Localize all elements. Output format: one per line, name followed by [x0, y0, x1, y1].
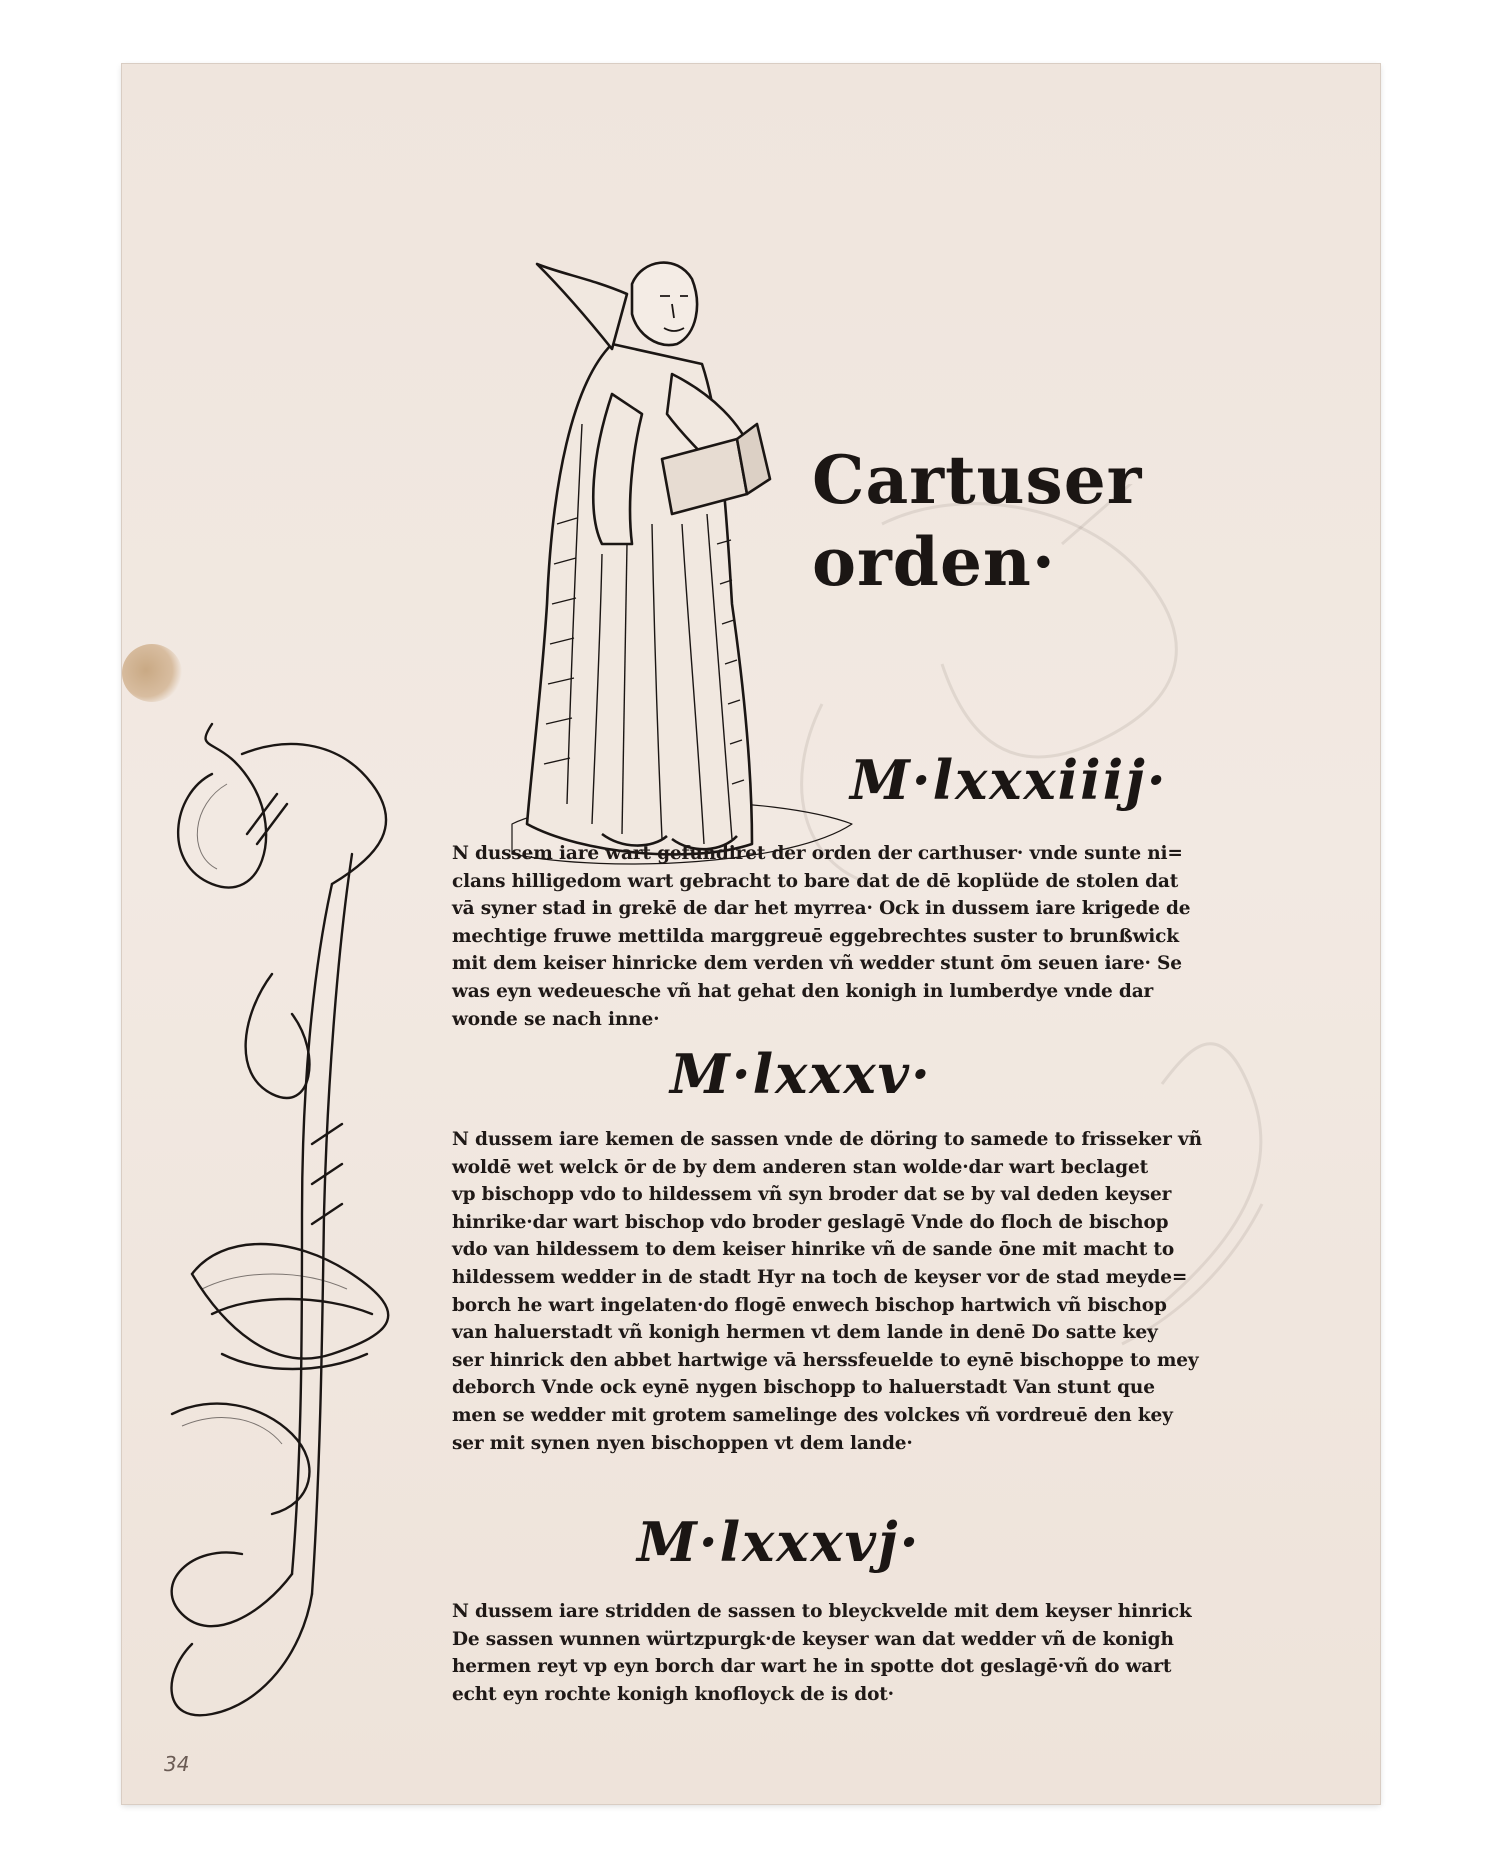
text-line: N dussem iare stridden de sassen to bleyckvelde mit dem keyser hinrick [452, 1601, 1192, 1622]
title-line-1: Cartuser [812, 441, 1143, 519]
show-through-text [312, 234, 337, 312]
text-line: N dussem iare wart gefundiret der orden der carthuser· vnde sunte ni= [452, 843, 1183, 864]
decorative-initial-letter [152, 714, 422, 1734]
text-line: borch he wart ingelaten·do flogē enwech bischop hartwich vñ bischop [452, 1294, 1167, 1316]
book-page [122, 64, 1380, 1804]
text-line: ser hinrick den abbet hartwige vā herssfeuelde to eynē bischoppe to mey [452, 1349, 1199, 1371]
text-line: echt eyn rochte konigh knofloyck de is dot· [452, 1683, 894, 1705]
text-line: mechtige fruwe mettilda marggreuē eggebrechtes suster to brunßwick [452, 925, 1179, 947]
text-line: mit dem keiser hinricke dem verden vñ wedder stunt ōm seuen iare· Se [452, 953, 1182, 975]
paragraph-1 [452, 840, 1190, 1033]
text-line: was eyn wedeuesche vñ hat gehat den konigh in lumberdye vnde dar [452, 980, 1154, 1002]
text-line: van haluerstadt vñ konigh hermen vt dem lande in denē Do satte key [452, 1322, 1158, 1344]
text-line: De sassen wunnen würtzpurgk·de keyser wan dat wedder vñ de konigh [452, 1628, 1174, 1650]
paragraph-3 [452, 1598, 1192, 1708]
paragraph-2 [452, 1126, 1202, 1457]
text-line: woldē wet welck ōr de by dem anderen stan wolde·dar wart beclaget [452, 1156, 1148, 1178]
text-line: clans hilligedom wart gebracht to bare dat de dē koplüde de stolen dat [452, 870, 1179, 892]
text-line: vdo van hildessem to dem keiser hinrike vñ de sande ōne mit macht to [452, 1239, 1175, 1261]
text-line: N dussem iare kemen de sassen vnde de döring to samede to frisseker vñ [452, 1129, 1202, 1150]
page-title [812, 439, 1142, 603]
pencil-folio-number: 34 [164, 1752, 190, 1776]
title-line-2: orden· [812, 523, 1056, 601]
text-line: vp bischopp vdo to hildessem vñ syn broder dat se by val deden keyser [452, 1184, 1172, 1206]
text-line: deborch Vnde ock eynē nygen bischopp to haluerstadt Van stunt que [452, 1377, 1155, 1399]
text-line: ser mit synen nyen bischoppen vt dem lande· [452, 1432, 913, 1454]
text-line: men se wedder mit grotem samelinge des volckes vñ vordreuē den key [452, 1404, 1173, 1426]
text-line: hinrike·dar wart bischop vdo broder geslagē Vnde do floch de bischop [452, 1211, 1169, 1233]
year-heading-3: M·lxxxvj· [637, 1510, 921, 1574]
text-line: vā syner stad in grekē de dar het myrrea· Ock in dussem iare krigede de [452, 898, 1191, 920]
text-line: wonde se nach inne· [452, 1008, 660, 1030]
text-line: hermen reyt vp eyn borch dar wart he in spotte dot geslagē·vñ do wart [452, 1656, 1172, 1678]
paper-stain [122, 644, 182, 702]
year-heading-2: M·lxxxv· [670, 1042, 932, 1106]
text-line: hildessem wedder in de stadt Hyr na toch de keyser vor de stad meyde= [452, 1266, 1188, 1288]
year-heading-1: M·lxxxiiij· [850, 748, 1168, 812]
